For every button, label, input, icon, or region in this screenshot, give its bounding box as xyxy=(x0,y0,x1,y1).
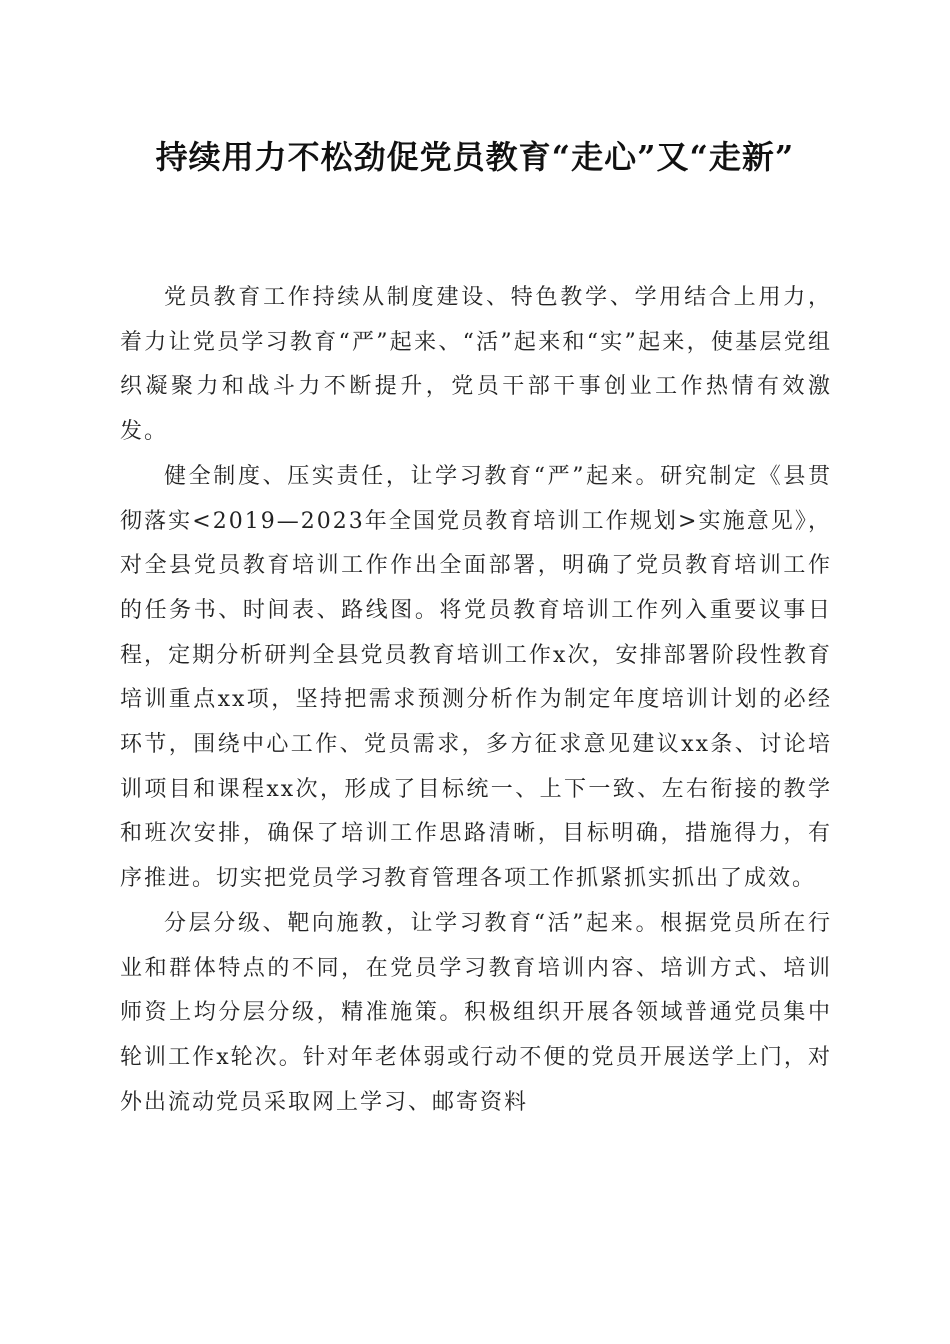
document-body xyxy=(120,276,832,1125)
paragraph-2: 健全制度、压实责任，让学习教育“严”起来。研究制定《县贯彻落实<2019—2023年全国党员教育培训工作规划>实施意见》，对全县党员教育培训工作作出全面部署，明确了党员教育培训工作的任务书、时间表、路线图。将党员教育培训工作列入重要议事日程，定期分析研判全县党员教育培训工作x次，安排部署阶段性教育培训重点xx项，坚持把需求预测分析作为制定年度培训计划的必经环节，围绕中心工作、党员需求，多方征求意见建议xx条、讨论培训项目和课程xx次，形成了目标统一、上下一致、左右衔接的教学和班次安排，确保了培训工作思路清晰，目标明确，措施得力，有序推进。切实把党员学习教育管理各项工作抓紧抓实抓出了成效。 xyxy=(120,463,832,892)
paragraph-1: 党员教育工作持续从制度建设、特色教学、学用结合上用力，着力让党员学习教育“严”起来、“活”起来和“实”起来，使基层党组织凝聚力和战斗力不断提升，党员干部干事创业工作热情有效激发。 xyxy=(120,285,832,445)
document-title: 持续用力不松劲促党员教育“走心”又“走新” xyxy=(155,138,795,176)
paragraph-3: 分层分级、靶向施教，让学习教育“活”起来。根据党员所在行业和群体特点的不同，在党员学习教育培训内容、培训方式、培训师资上均分层分级，精准施策。积极组织开展各领域普通党员集中轮训工作x轮次。针对年老体弱或行动不便的党员开展送学上门，对外出流动党员采取网上学习、邮寄资料 xyxy=(120,910,832,1115)
